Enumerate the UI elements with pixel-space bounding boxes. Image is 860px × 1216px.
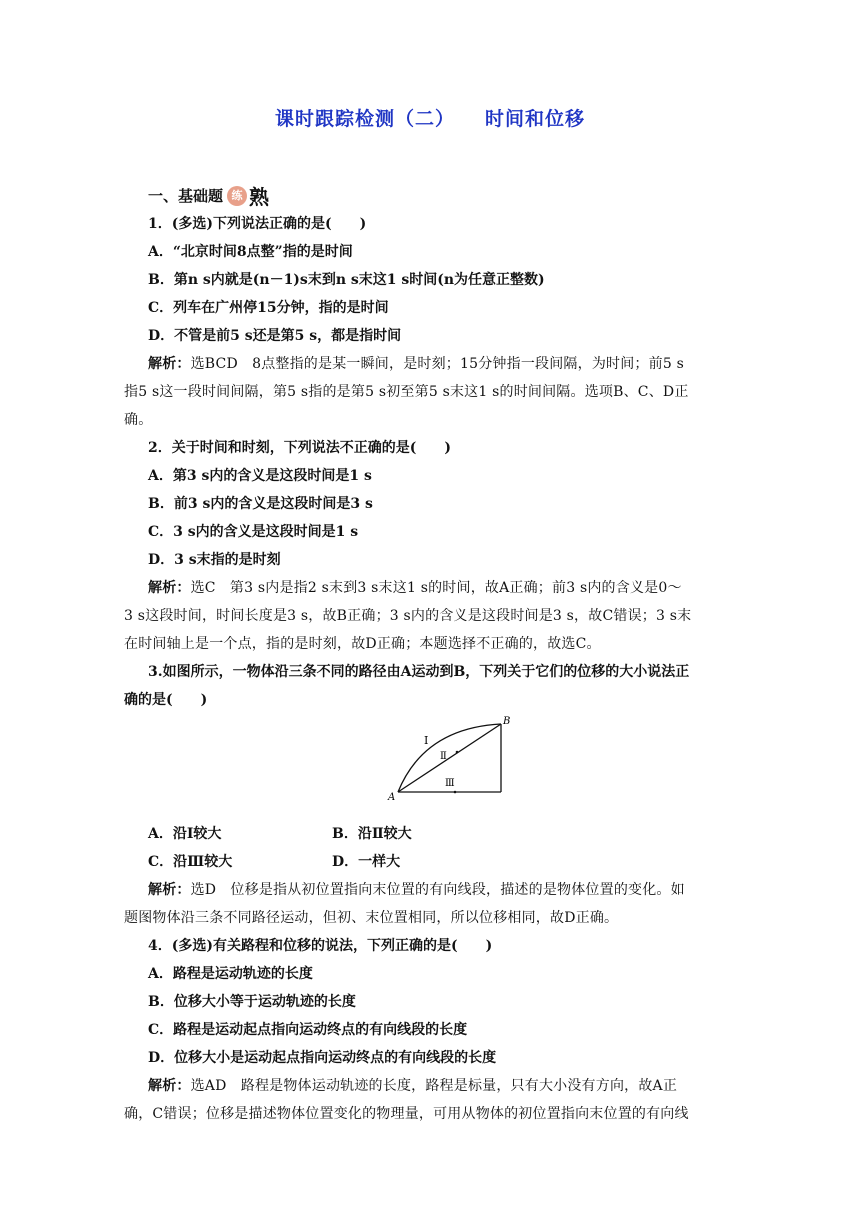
q3-option-d: D．一样大: [332, 854, 401, 870]
path-ii-dot: [456, 751, 459, 754]
path-ii-label: Ⅱ: [440, 751, 447, 762]
q1-analysis-label: 解析：: [148, 356, 191, 372]
q4-option-d: D．位移大小是运动起点指向运动终点的有向线段的长度: [148, 1050, 497, 1066]
q3-option-b: B．沿Ⅱ较大: [332, 826, 412, 842]
point-a-label: A: [388, 792, 396, 803]
q2-analysis-line-2: 3 s这段时间，时间长度是3 s，故B正确；3 s内的含义是这段时间是3 s，故C错误；3 s末: [124, 608, 692, 624]
q3-analysis-line-2: 题图物体沿三条不同路径运动，但初、末位置相同，所以位移相同，故D正确。: [124, 910, 619, 926]
point-b-label: B: [503, 716, 511, 727]
q4-analysis-line-1: [124, 1072, 738, 1100]
page-title: [0, 104, 860, 131]
q3-stem-line-1: 3.如图所示，一物体沿三条不同的路径由A运动到B，下列关于它们的位移的大小说法正: [148, 664, 690, 680]
q4-option-c: C．路程是运动起点指向运动终点的有向线段的长度: [148, 1022, 468, 1038]
q3-analysis-text-1: 选D 位移是指从初位置指向末位置的有向线段，描述的是物体位置的变化。如: [190, 882, 685, 898]
q3-analysis-label: 解析：: [148, 882, 191, 898]
q1-option-c: C．列车在广州停15分钟，指的是时间: [148, 300, 389, 316]
q1-option-d: D．不管是前5 s还是第5 s，都是指时间: [148, 328, 402, 344]
q2-analysis-text-1: 选C 第3 s内是指2 s末到3 s末这1 s的时间，故A正确；前3 s内的含义是0～: [190, 580, 682, 596]
q1-option-b: B．第n s内就是(n－1)s末到n s末这1 s时间(n为任意正整数): [148, 272, 545, 288]
path-diagram: [384, 714, 524, 804]
q3-stem-line-2: 确的是( ): [124, 692, 208, 708]
q1-analysis-text-1: 选BCD 8点整指的是某一瞬间，是时刻；15分钟指一段间隔，为时间；前5 s: [190, 356, 684, 372]
section-prefix: 一、基础题: [148, 187, 224, 205]
q2-option-b: B．前3 s内的含义是这段时间是3 s: [148, 496, 373, 512]
q3-option-a: A．沿Ⅰ较大: [148, 826, 222, 842]
q3-path-figure: [124, 714, 738, 820]
q4-analysis-label: 解析：: [148, 1078, 191, 1094]
q4-option-b: B．位移大小等于运动轨迹的长度: [148, 994, 356, 1010]
q2-analysis-line-3: 在时间轴上是一个点，指的是时刻，故D正确；本题选择不正确的，故选C。: [124, 636, 601, 652]
title-sub: 时间和位移: [485, 108, 586, 130]
q1-stem: 1．(多选)下列说法正确的是( ): [148, 216, 367, 232]
q3-options-row-1: [124, 820, 738, 848]
section-big-char: 熟: [249, 185, 270, 209]
q2-option-a: A．第3 s内的含义是这段时间是1 s: [148, 468, 372, 484]
q2-analysis-line-1: [124, 574, 738, 602]
title-main: 课时跟踪检测（二）: [274, 108, 455, 130]
q3-option-c: C．沿Ⅲ较大: [148, 854, 233, 870]
q2-option-d: D．3 s末指的是时刻: [148, 552, 281, 568]
path-iii-label: Ⅲ: [445, 778, 455, 789]
q1-analysis-line-1: [124, 350, 738, 378]
path-iii-dot: [454, 791, 457, 794]
q1-analysis-line-3: 确。: [124, 412, 153, 428]
path-i-label: Ⅰ: [424, 734, 429, 747]
q4-analysis-line-2: 确，C错误；位移是描述物体位置变化的物理量，可用从物体的初位置指向末位置的有向线: [124, 1106, 689, 1122]
section-heading: [148, 181, 269, 210]
q1-analysis-line-2: 指5 s这一段时间间隔，第5 s指的是第5 s初至第5 s末这1 s的时间间隔。选项B、C、D正: [124, 384, 689, 400]
q2-option-c: C．3 s内的含义是这段时间是1 s: [148, 524, 359, 540]
q3-analysis-line-1: [124, 876, 738, 904]
q2-analysis-label: 解析：: [148, 580, 191, 596]
questions: [124, 210, 738, 1128]
section-badge: 练: [227, 186, 247, 206]
q4-stem: 4．(多选)有关路程和位移的说法，下列正确的是( ): [148, 938, 493, 954]
q4-analysis-text-1: 选AD 路程是物体运动轨迹的长度，路程是标量，只有大小没有方向，故A正: [190, 1078, 678, 1094]
q3-options-row-2: [124, 848, 738, 876]
q2-stem: 2．关于时间和时刻，下列说法不正确的是( ): [148, 440, 451, 456]
q4-option-a: A．路程是运动轨迹的长度: [148, 966, 313, 982]
q1-option-a: A．“北京时间8点整”指的是时间: [148, 244, 353, 260]
